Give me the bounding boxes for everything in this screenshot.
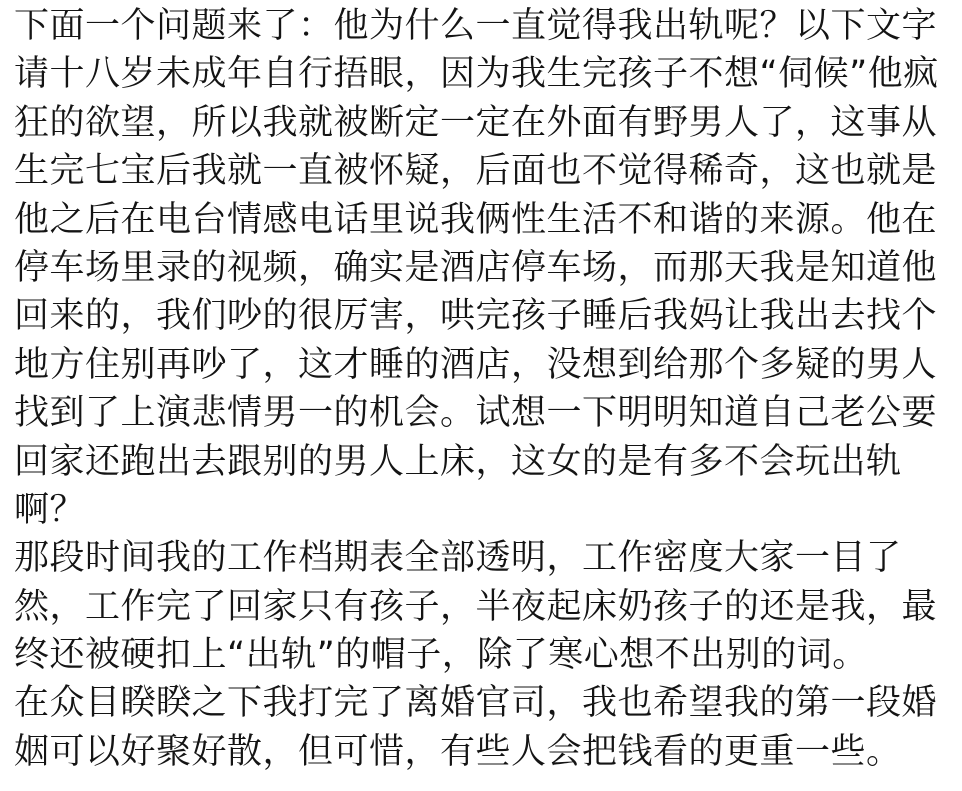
text-line: 然，工作完了回家只有孩子，半夜起床奶孩子的还是我，最 bbox=[14, 586, 938, 627]
text-line: 那段时间我的工作档期表全部透明，工作密度大家一目了 bbox=[14, 538, 902, 579]
text-line: 姻可以好聚好散，但可惜，有些人会把钱看的更重一些。 bbox=[14, 731, 902, 772]
text-line: 找到了上演悲情男一的机会。试想一下明明知道自己老公要 bbox=[14, 393, 938, 434]
text-line: 他之后在电台情感电话里说我俩性生活不和谐的来源。他在 bbox=[14, 199, 938, 240]
text-line: 终还被硬扣上“出轨”的帽子，除了寒心想不出别的词。 bbox=[14, 635, 868, 676]
text-line: 生完七宝后我就一直被怀疑，后面也不觉得稀奇，这也就是 bbox=[14, 151, 938, 192]
text-line: 下面一个问题来了：他为什么一直觉得我出轨呢？以下文字 bbox=[14, 6, 938, 46]
text-line: 回家还跑出去跟别的男人上床，这女的是有多不会玩出轨 bbox=[14, 441, 902, 482]
text-line: 啊？ bbox=[14, 489, 86, 530]
text-line: 回来的，我们吵的很厉害，哄完孩子睡后我妈让我出去找个 bbox=[14, 296, 938, 337]
text-line: 地方住别再吵了，这才睡的酒店，没想到给那个多疑的男人 bbox=[14, 344, 938, 385]
text-line: 在众目睽睽之下我打完了离婚官司，我也希望我的第一段婚 bbox=[14, 683, 938, 724]
text-line: 狂的欲望，所以我就被断定一定在外面有野男人了，这事从 bbox=[14, 102, 938, 143]
text-line: 请十八岁未成年自行捂眼，因为我生完孩子不想“伺候”他疯 bbox=[14, 54, 939, 95]
text-line: 停车场里录的视频，确实是酒店停车场，而那天我是知道他 bbox=[14, 247, 938, 288]
